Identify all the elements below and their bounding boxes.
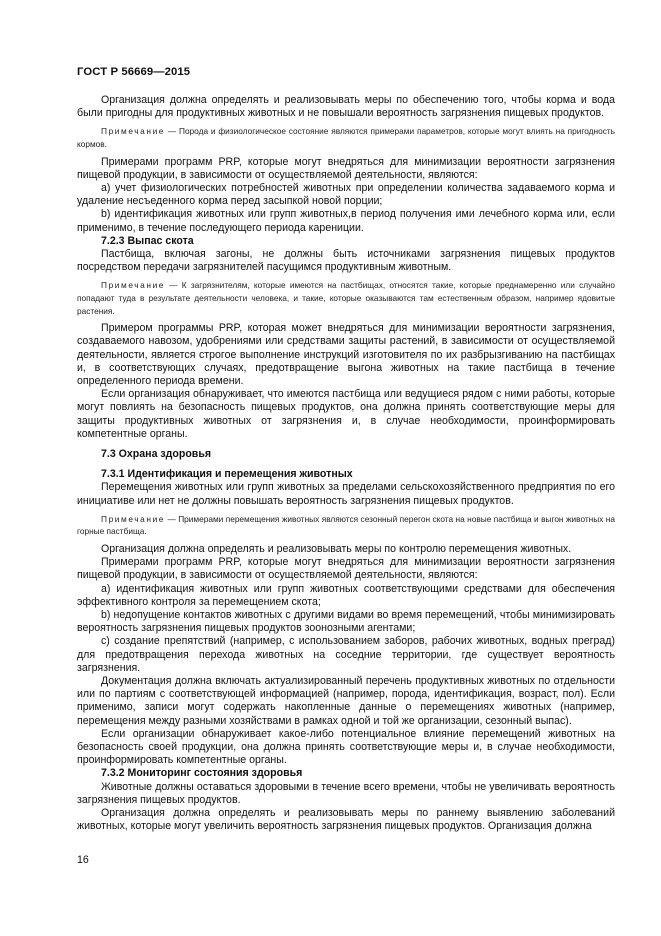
paragraph: Документация должна включать актуализированный перечень продуктивных животных по отдельности или по партиям с соответствующей информацией (например, порода, идентификация, возраст, пол). Если применимо, записи могут содержать накопленные данные о перемещениях животных (например, перемещения между разными хозяйствами в рамках одной и той же организации, сезонный выпас). [77,675,615,727]
paragraph: Организация должна определять и реализовывать меры по контролю перемещения животных. [101,543,572,556]
paragraph: Животные должны оставаться здоровыми в течение всего времени, чтобы не увеличивать вероятность загрязнения пищевых продуктов. [77,780,615,806]
note [77,513,615,538]
section-heading: 7.3.2 Мониторинг состояния здоровья [101,767,303,780]
list-item: b) недопущение контактов животных с другими видами во время перемещений, чтобы минимизировать вероятность загрязнения пищевых продуктов зоонозными агентами; [77,609,615,635]
section-heading: 7.3.1 Идентификация и перемещения животных [101,468,353,481]
note-text: — Примерами перемещения животных являются сезонный перегон скота на новые пастбища и выгон животных на горные пастбища. [77,513,615,537]
paragraph: Перемещения животных или групп животных за пределами сельскохозяйственного предприятия по его инициативе или нет не должны повышать вероятность загрязнения пищевых продуктов. [77,481,615,507]
page-number: 16 [77,854,89,866]
note-label: Примечание [101,280,166,291]
paragraph: Организация должна определять и реализовывать меры по раннему выявлению заболеваний животных, которые могут увеличить вероятность загрязнения пищевых продуктов. Организация должна [77,807,615,833]
paragraph: Организация должна определять и реализовывать меры по обеспечению того, чтобы корма и вода были пригодны для продуктивных животных и не повышали вероятность загрязнения пищевых продуктов. [77,94,615,120]
list-item: a) идентификация животных или групп животных соответствующими средствами для обеспечения эффективного контроля за перемещением скота; [77,582,615,608]
paragraph: Пастбища, включая загоны, не должны быть источниками загрязнения пищевых продуктов посредством передачи загрязнителей пасущимся продуктивным животным. [77,248,615,274]
paragraph: Примерами программ PRP, которые могут внедряться для минимизации вероятности загрязнения пищевой продукции, в зависимости от осуществляемой деятельности, являются: [77,556,615,582]
list-item: c) создание препятствий (например, с использованием заборов, рабочих животных, водных преград) для предотвращения перехода животных на соседние территории, где существует вероятность загрязнения. [77,635,615,674]
paragraph: Если организации обнаруживает какое-либо потенциальное влияние перемещений животных на безопасность своей продукции, она должна принять соответствующие меры и, в случае необходимости, проинформировать компетентные органы. [77,727,615,767]
section-heading: 7.3 Охрана здоровья [101,448,212,461]
section-heading: 7.2.3 Выпас скота [101,234,194,247]
note-text: — Порода и физиологическое состояние являются примерами параметров, которые могут влиять на пригодность кормов. [77,126,615,149]
document-body [77,94,615,834]
note-text: — К загрязнителям, которые имеются на пастбищах, относятся такие, которые преднамеренно или случайно попадают туда в результате деятельности человека, и такие, которые оказываются там естественным образом, например ядовитые растения. [77,280,615,316]
note [77,125,615,150]
paragraph: Примерами программ PRP, которые могут внедряться для минимизации вероятности загрязнения пищевой продукции, в зависимости от осуществляемой деятельности, являются: [77,155,615,181]
list-item: a) учет физиологических потребностей животных при определении количества задаваемого корма и удаление несъеденного корма перед засыпкой новой порции; [77,182,615,208]
paragraph: Если организация обнаруживает, что имеются пастбища или ведущиеся рядом с ними работы, которые могут повлиять на безопасность пищевых продуктов, она должна принять соответствующие меры для защиты продуктивных животных от загрязнения и, в случае необходимости, проинформировать компетентные органы. [77,388,615,440]
document-header: ГОСТ Р 56669—2015 [77,66,191,78]
paragraph: Примером программы PRP, которая может внедряться для минимизации вероятности загрязнения, создаваемого навозом, удобрениями или средствами защиты растений, в зависимости от осуществляемой деятельности, является строгое выполнение инструкций изготовителя по их разбрызгиванию на пастбищах и, в соответствующих случаях, предотвращение выгона животных на такие пастбища в течение определенного периода времени. [77,322,615,388]
list-item: b) идентификация животных или групп животных,в период получения ими лечебного корма или, если применимо, в течение последующего периода карениции. [77,208,615,234]
note-label: Примечание [101,513,166,524]
note [77,279,615,317]
note-label: Примечание [101,126,166,137]
